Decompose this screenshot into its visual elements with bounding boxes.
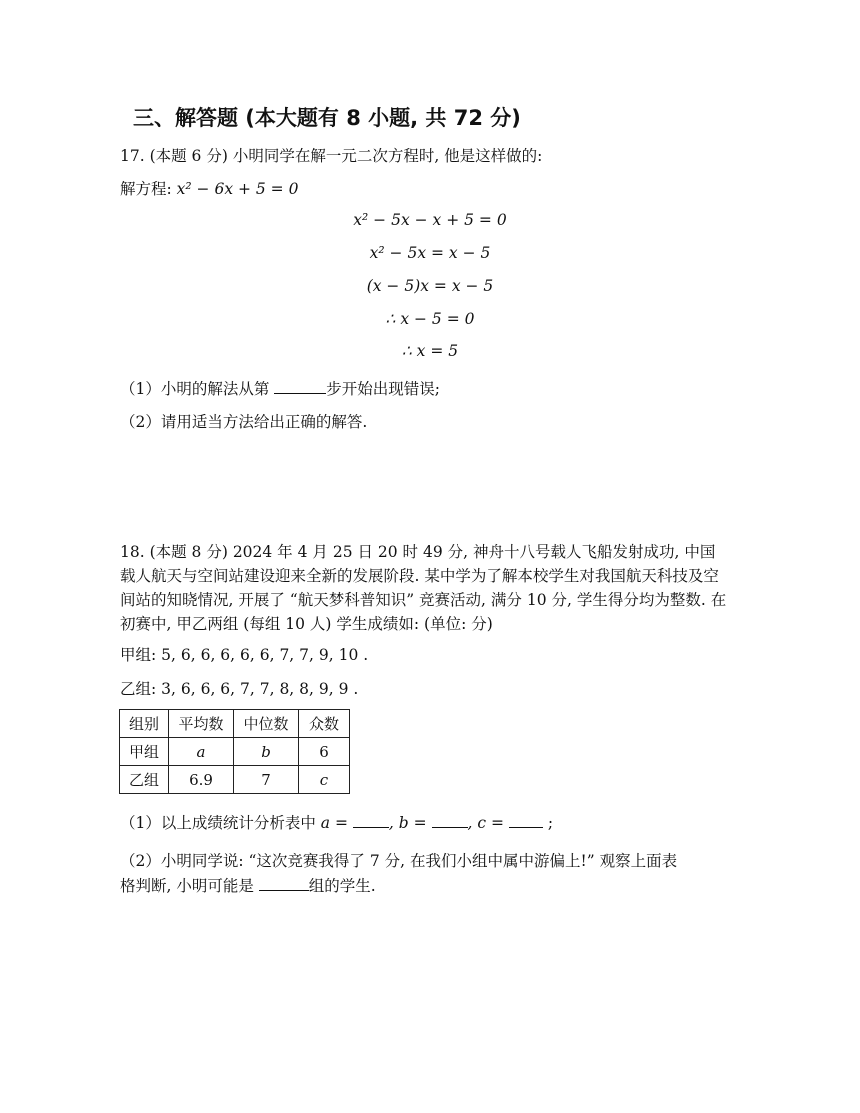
table-row	[120, 766, 350, 794]
q18-intro: 18. (本题 8 分) 2024 年 4 月 25 日 20 时 49 分, 神舟十八号载人飞船发射成功, 中国载人航天与空间站建设迎来全新的发展阶段. 某中学为了解本校学生对我国航天科技及空间站的知晓情况, 开展了 “航天梦科普知识” 竞赛活动, 满分 10 分, 学生得分均为整数. 在初赛中, 甲乙两组 (每组 10 人) 学生成绩如: (单位: 分)	[120, 543, 727, 633]
q17-step: x² − 5x − x + 5 = 0	[353, 211, 507, 229]
section-title: 三、解答题 (本大题有 8 小题, 共 72 分)	[133, 106, 521, 130]
q17-solve-label: 解方程:	[120, 180, 177, 198]
q17-equation-line	[120, 177, 298, 201]
answer-blank[interactable]	[274, 379, 326, 394]
table-header-cell: 众数	[299, 710, 350, 738]
table-cell: 6	[299, 738, 350, 766]
q17-step: ∴ x − 5 = 0	[385, 310, 475, 328]
q17-equation: x² − 6x + 5 = 0	[176, 180, 299, 198]
answer-blank[interactable]	[259, 876, 309, 891]
table-row	[120, 738, 350, 766]
table-header-row	[120, 710, 350, 738]
q18-stats-table	[119, 709, 350, 794]
answer-blank-a[interactable]	[353, 813, 389, 828]
q18-part2-line2: 格判断, 小明可能是 组的学生.	[120, 877, 376, 895]
table-cell: b	[234, 738, 299, 766]
q17-step: (x − 5)x = x − 5	[366, 277, 494, 295]
answer-blank-c[interactable]	[509, 813, 543, 828]
table-cell: 甲组	[120, 738, 169, 766]
table-cell: 7	[234, 766, 299, 794]
table-header-cell: 平均数	[169, 710, 234, 738]
table-cell: a	[169, 738, 234, 766]
q17-part2: （2）请用适当方法给出正确的解答.	[120, 413, 368, 431]
table-header-cell: 中位数	[234, 710, 299, 738]
q17-part1: （1）小明的解法从第 步开始出现错误;	[120, 380, 441, 398]
table-header-cell: 组别	[120, 710, 169, 738]
q17-intro: 17. (本题 6 分) 小明同学在解一元二次方程时, 他是这样做的:	[120, 147, 543, 165]
q18-group-a-scores: 甲组: 5, 6, 6, 6, 6, 6, 7, 7, 9, 10 .	[120, 646, 369, 664]
q18-group-b-scores: 乙组: 3, 6, 6, 6, 7, 7, 8, 8, 9, 9 .	[120, 680, 359, 698]
q17-step: ∴ x = 5	[401, 342, 459, 360]
table-cell: 6.9	[169, 766, 234, 794]
answer-blank-b[interactable]	[432, 813, 468, 828]
q18-part1: （1）以上成绩统计分析表中 a = , b = , c = ;	[120, 814, 554, 832]
table-cell: c	[299, 766, 350, 794]
table-cell: 乙组	[120, 766, 169, 794]
q17-step: x² − 5x = x − 5	[369, 244, 491, 262]
q18-part2-line1: （2）小明同学说: “这次竞赛我得了 7 分, 在我们小组中属中游偏上!” 观察上面表	[120, 852, 678, 870]
